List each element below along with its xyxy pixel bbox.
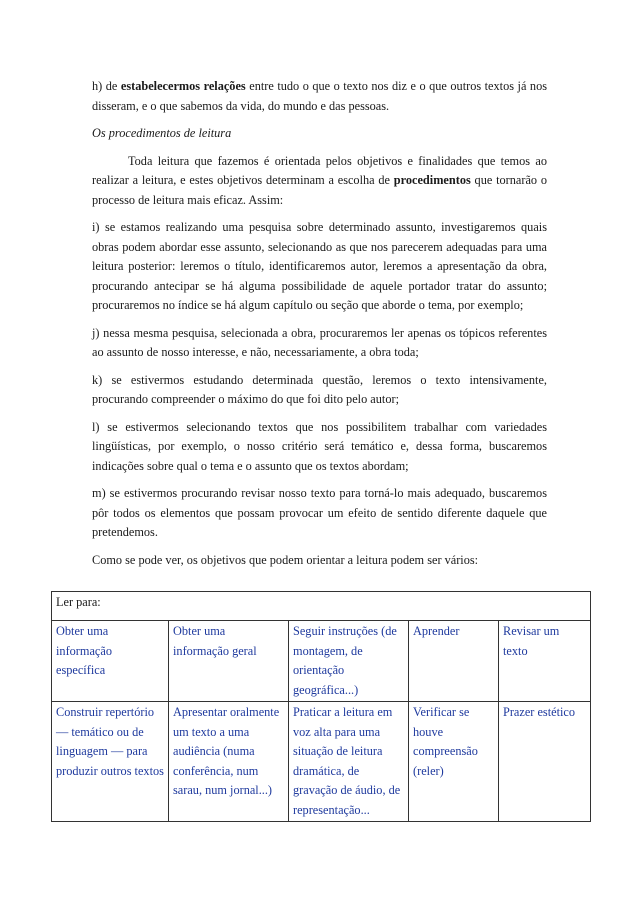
reading-purposes-table (51, 591, 591, 822)
table-cell: Construir repertório — temático ou de linguagem — para produzir outros textos (52, 702, 169, 822)
bold-term: procedimentos (393, 173, 471, 187)
paragraph-k: k) se estivermos estudando determinada questão, leremos o texto intensivamente, procurando compreender o máximo do que foi dito pelo autor; (92, 372, 547, 406)
table-cell: Prazer estético (499, 702, 591, 822)
bold-term: estabelecermos relações (120, 79, 246, 93)
table-cell: Aprender (409, 621, 499, 702)
table-cell: Seguir instruções (de montagem, de orientação geográfica...) (289, 621, 409, 702)
section-title: Os procedimentos de leitura (92, 126, 232, 140)
paragraph-l: l) se estivermos selecionando textos que nos possibilitem trabalhar com variedades lingüísticas, por exemplo, o nosso critério será temático e, dessa forma, buscaremos indicações sobre qual o tema e o assunto que os textos abordam; (92, 419, 547, 473)
table-row (52, 621, 591, 702)
paragraph-i: i) se estamos realizando uma pesquisa sobre determinado assunto, investigaremos quais obras podem abordar esse assunto, selecionando as que nos parecerem adequadas para uma leitura posterior: leremos o título, identificaremos autor, leremos a apresentação da obra, procurando antecipar se há alguma possibilidade de aquele portador tratar do assunto; procuraremos no índice se há algum capítulo ou seção que aborde o tema, por exemplo; (92, 220, 547, 312)
table-row (52, 702, 591, 822)
table-cell: Praticar a leitura em voz alta para uma situação de leitura dramática, de gravação de áudio, de representação... (289, 702, 409, 822)
table-header: Ler para: (52, 592, 591, 621)
paragraph-h: h) de estabelecermos relações entre tudo o que o texto nos diz e o que outros textos já nos disseram, e o que sabemos da vida, do mundo e das pessoas. (92, 79, 547, 113)
paragraph-m: m) se estivermos procurando revisar nosso texto para torná-lo mais adequado, buscaremos pôr todos os elementos que possam provocar um efeito de sentido diferente daquele que pretendemos. (92, 486, 547, 539)
table-cell: Obter uma informação geral (169, 621, 289, 702)
table-header-row (52, 592, 591, 621)
table-cell: Revisar um texto (499, 621, 591, 702)
intro-paragraph: Toda leitura que fazemos é orientada pelos objetivos e finalidades que temos ao realizar a leitura, e estes objetivos determinam a escolha de procedimentos que tornarão o processo de leitura mais eficaz. Assim: (92, 153, 548, 207)
body-text (92, 77, 547, 570)
table-cell: Obter uma informação específica (52, 621, 169, 702)
paragraph-j: j) nessa mesma pesquisa, selecionada a obra, procuraremos ler apenas os tópicos referentes ao assunto de nosso interesse, e não, necessariamente, a obra toda; (92, 325, 547, 359)
closing-paragraph: Como se pode ver, os objetivos que podem orientar a leitura podem ser vários: (92, 552, 479, 567)
table-cell: Apresentar oralmente um texto a uma audiência (numa conferência, num sarau, num jornal...) (169, 702, 289, 822)
table-cell: Verificar se houve compreensão (reler) (409, 702, 499, 822)
